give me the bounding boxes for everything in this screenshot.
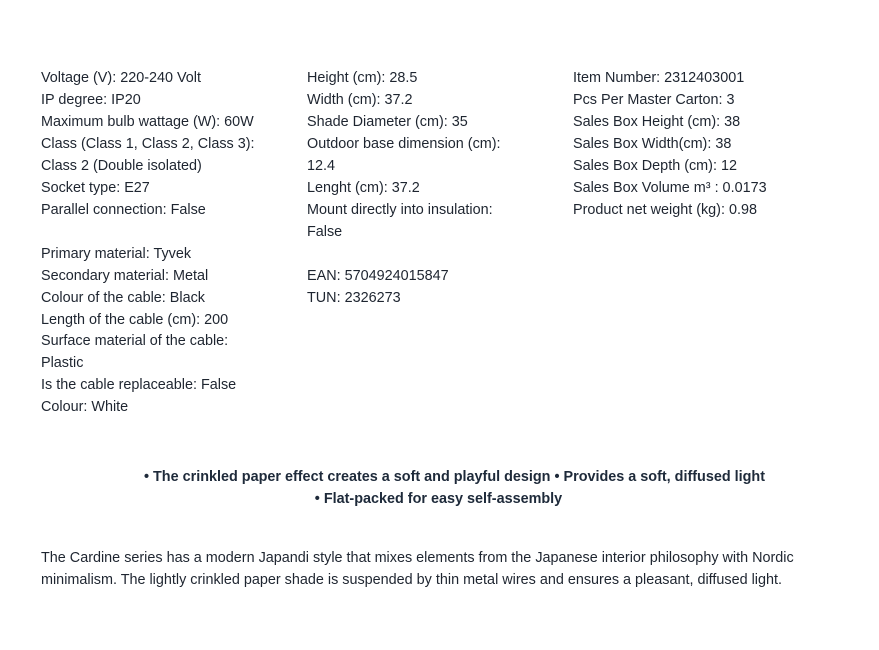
feature-line-2: • Flat-packed for easy self-assembly [314,491,563,507]
spec-group-codes [307,266,557,310]
spec-group-materials [41,244,291,420]
spec-pcs-per-carton: Pcs Per Master Carton: 3 [573,91,735,108]
spec-ip-degree: IP degree: IP20 [41,91,141,108]
spec-net-weight: Product net weight (kg): 0.98 [573,201,757,218]
spec-box-depth: Sales Box Depth (cm): 12 [573,157,737,174]
spec-box-volume: Sales Box Volume m³ : 0.0173 [573,179,767,196]
spec-ean: EAN: 5704924015847 [307,267,449,284]
feature-line-1: • The crinkled paper effect creates a soft and playful design • Provides a soft, diffused light [143,469,766,485]
spec-group-dimensions [307,68,557,244]
product-description [41,547,861,591]
spec-outdoor-base-value: 12.4 [307,157,336,174]
spec-shade-diameter: Shade Diameter (cm): 35 [307,113,468,130]
description-line-2: minimalism. The lightly crinkled paper shade is suspended by thin metal wires and ensures a pleasant, diffused light. [41,572,782,588]
spec-box-width: Sales Box Width(cm): 38 [573,135,732,152]
spec-secondary-material: Secondary material: Metal [41,267,209,284]
spec-group-electrical [41,68,291,222]
spec-cable-surface-label: Surface material of the cable: [41,333,229,350]
spec-length: Lenght (cm): 37.2 [307,179,420,196]
spec-socket-type: Socket type: E27 [41,179,150,196]
spec-voltage: Voltage (V): 220-240 Volt [41,70,202,86]
spec-class-label: Class (Class 1, Class 2, Class 3): [41,135,255,152]
spec-outdoor-base-label: Outdoor base dimension (cm): [307,135,501,152]
spec-cable-replaceable: Is the cable replaceable: False [41,377,237,394]
feature-bullets [0,466,879,510]
description-line-1: The Cardine series has a modern Japandi style that mixes elements from the Japanese interior philosophy with Nordic [41,550,794,566]
spec-cable-length: Length of the cable (cm): 200 [41,311,229,328]
spec-height: Height (cm): 28.5 [307,70,418,86]
spacer [41,222,291,244]
spacer [307,244,557,266]
spec-box-height: Sales Box Height (cm): 38 [573,113,741,130]
spec-class-value: Class 2 (Double isolated) [41,157,202,174]
spec-mount-insulation-value: False [307,223,343,240]
spec-column-electrical-materials [41,68,291,419]
spec-column-packaging [573,68,863,222]
spec-mount-insulation-label: Mount directly into insulation: [307,201,493,218]
spec-cable-surface-value: Plastic [41,355,84,372]
spec-column-dimensions [307,68,557,310]
spec-cable-colour: Colour of the cable: Black [41,289,205,306]
spec-parallel-connection: Parallel connection: False [41,201,206,218]
spec-colour: Colour: White [41,399,129,416]
spec-max-wattage: Maximum bulb wattage (W): 60W [41,113,254,130]
spec-tun: TUN: 2326273 [307,289,401,306]
spec-width: Width (cm): 37.2 [307,91,413,108]
spec-primary-material: Primary material: Tyvek [41,245,192,262]
spec-item-number: Item Number: 2312403001 [573,70,745,86]
